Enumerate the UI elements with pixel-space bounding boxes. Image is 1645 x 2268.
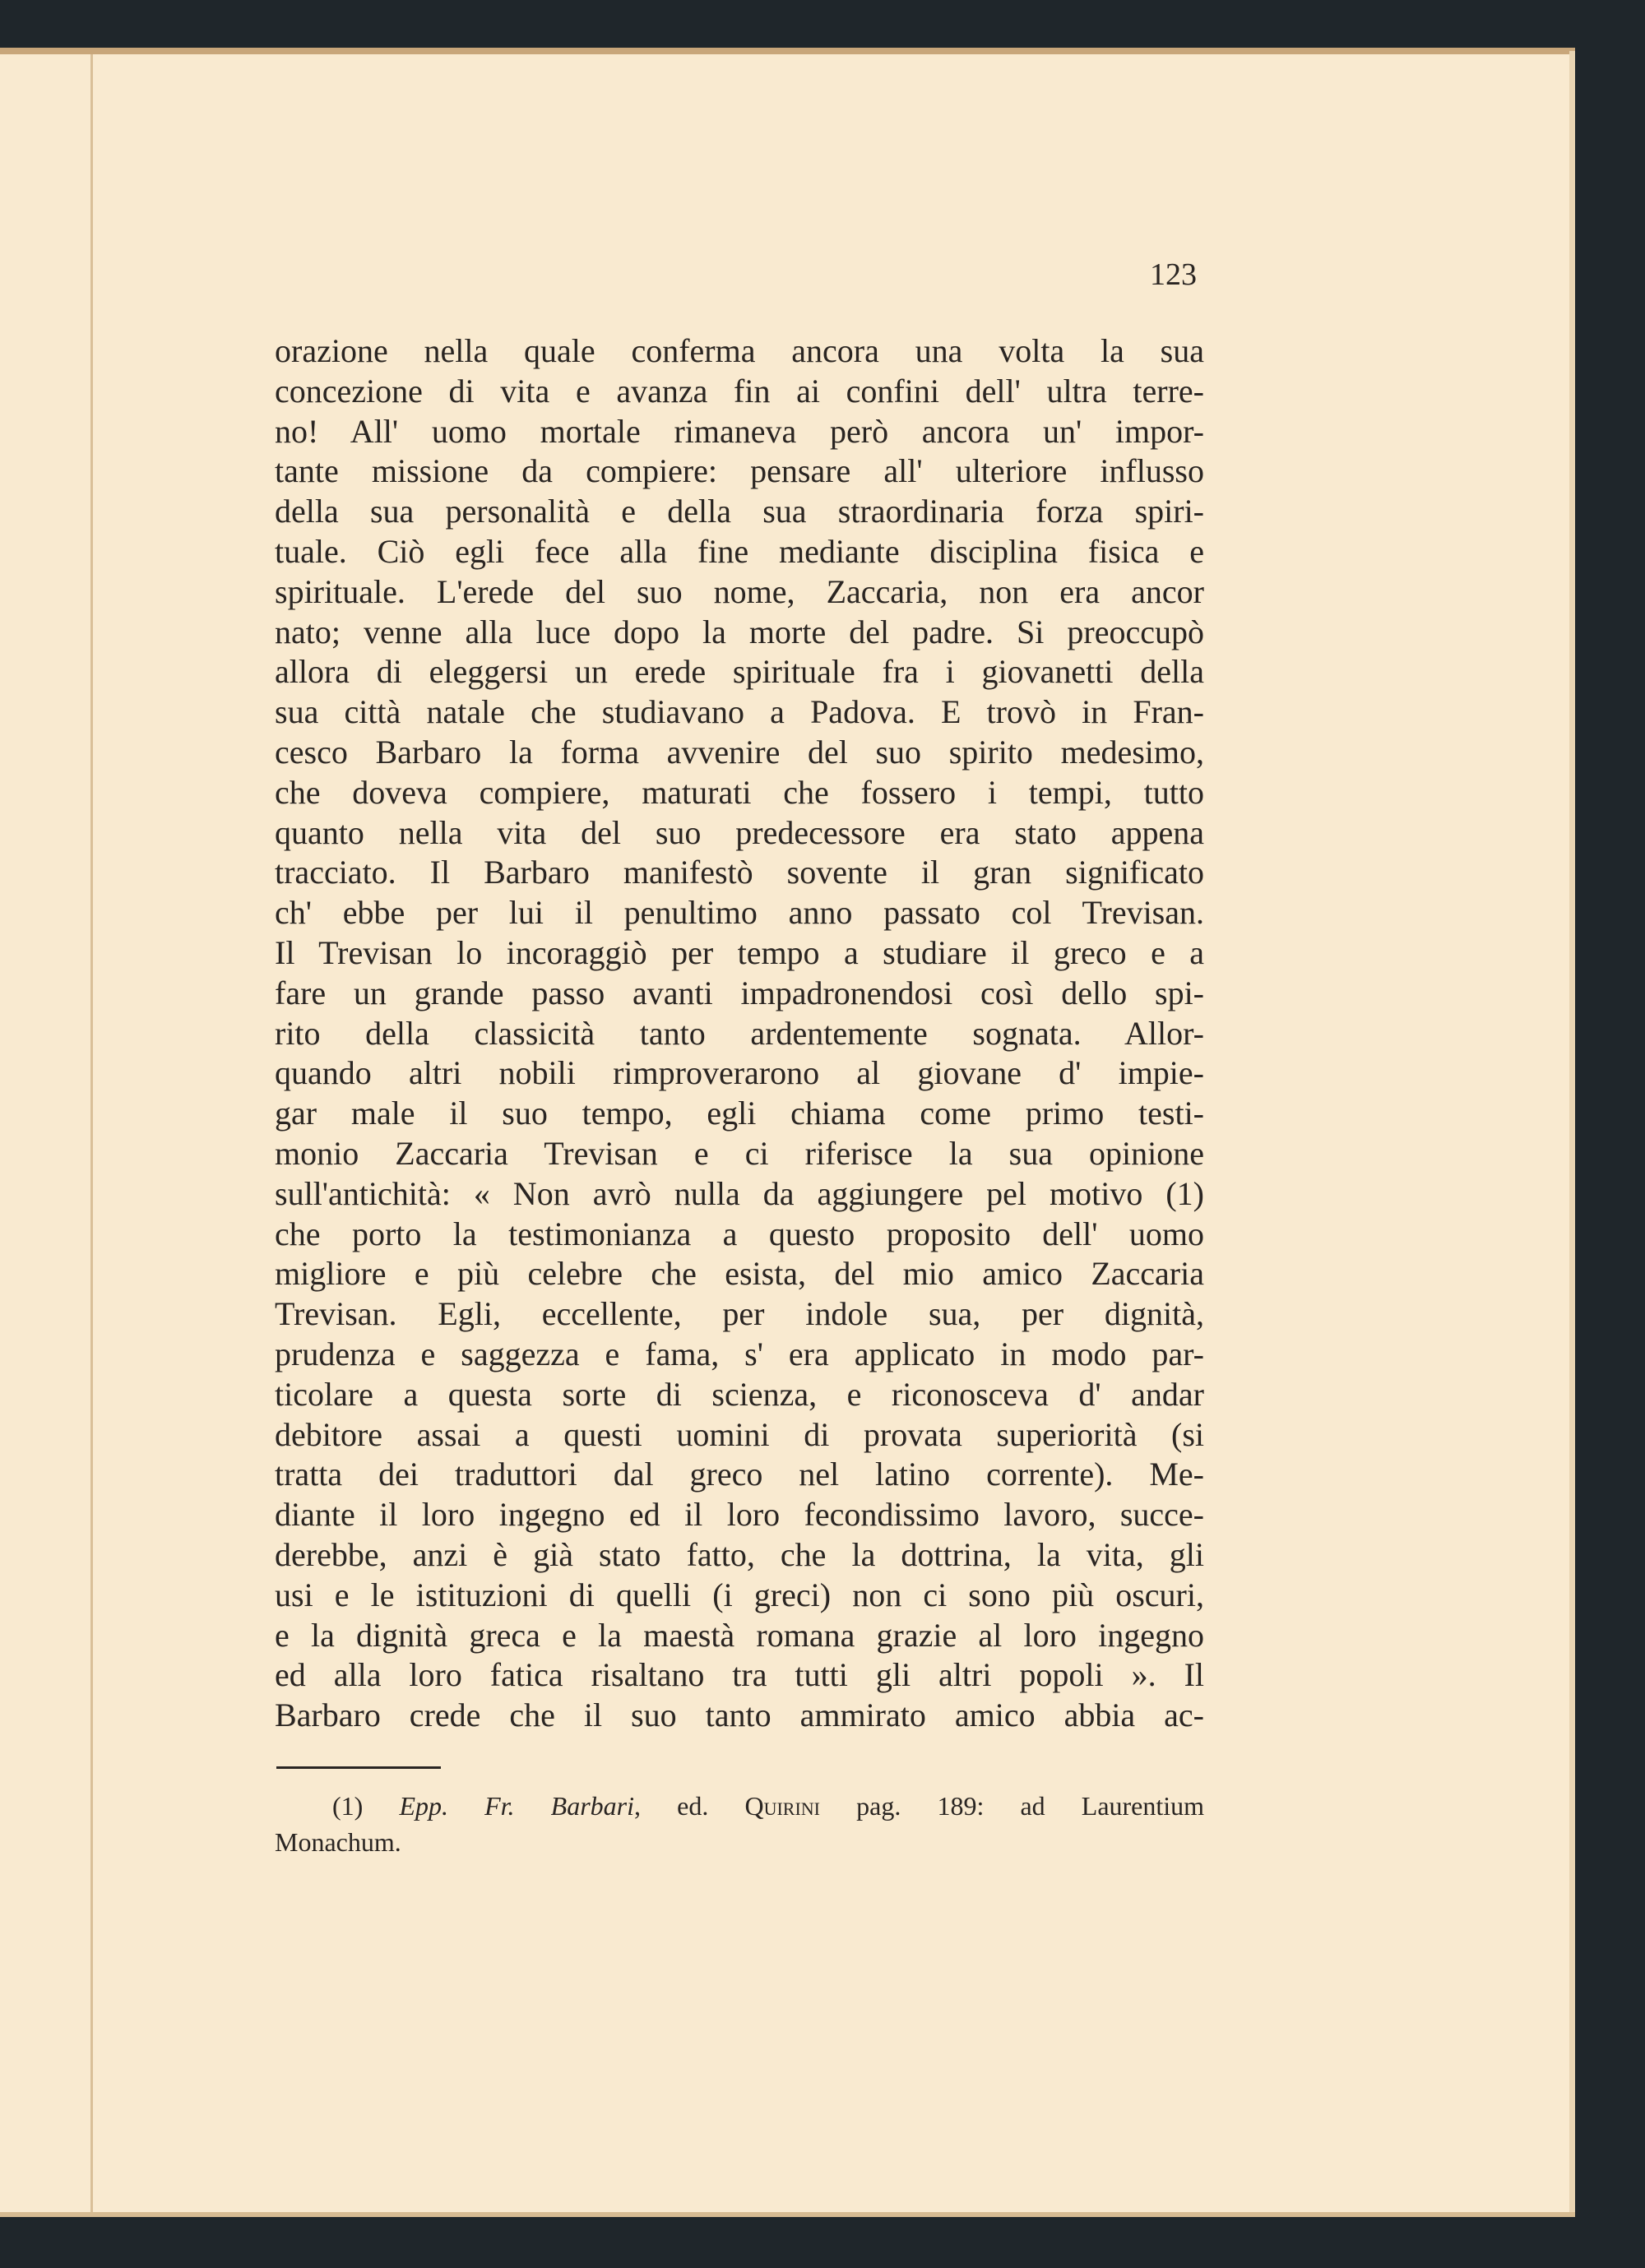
text-line: Barbaro crede che il suo tanto ammirato amico abbia ac- (275, 1696, 1204, 1734)
text-line: nato; venne alla luce dopo la morte del padre. Si preoccupò (275, 613, 1204, 650)
text-line: e la dignità greca e la maestà romana grazie al loro ingegno (275, 1616, 1204, 1654)
text-line: della sua personalità e della sua straordinaria forza spiri- (275, 493, 1204, 530)
text-line: monio Zaccaria Trevisan e ci riferisce la sua opinione (275, 1134, 1204, 1172)
footnote-ed: , ed. (634, 1791, 709, 1821)
text-line: no! All' uomo mortale rimaneva però ancora un' impor- (275, 412, 1204, 450)
page-number: 123 (1150, 257, 1197, 292)
footnote-marker: (1) (332, 1791, 364, 1821)
text-line: che doveva compiere, maturati che fossero i tempi, tutto (275, 773, 1204, 811)
footnote-separator (276, 1766, 441, 1769)
text-line: Il Trevisan lo incoraggiò per tempo a studiare il greco e a (275, 933, 1204, 971)
text-line: sua città natale che studiavano a Padova. E trovò in Fran- (275, 693, 1204, 731)
body-text (275, 331, 1204, 1736)
text-line: quando altri nobili rimproverarono al giovane d' impie- (275, 1054, 1204, 1092)
text-line: che porto la testimonianza a questo proposito dell' uomo (275, 1215, 1204, 1252)
text-line: migliore e più celebre che esista, del mio amico Zaccaria (275, 1255, 1204, 1293)
text-line: debitore assai a questi uomini di provata superiorità (si (275, 1415, 1204, 1453)
footnote-work: Epp. Fr. Barbari (399, 1791, 635, 1821)
text-line: spirituale. L'erede del suo nome, Zaccaria, non era ancor (275, 572, 1204, 610)
text-line: derebbe, anzi è già stato fatto, che la dottrina, la vita, gli (275, 1535, 1204, 1573)
footnote (275, 1788, 1204, 1860)
text-line: ticolare a questa sorte di scienza, e riconosceva d' andar (275, 1375, 1204, 1413)
footnote-editor: Quirini (744, 1791, 821, 1821)
text-line: tuale. Ciò egli fece alla fine mediante disciplina fisica e (275, 532, 1204, 570)
text-line: ed alla loro fatica risaltano tra tutti gli altri popoli ». Il (275, 1656, 1204, 1694)
text-line: quanto nella vita del suo predecessore era stato appena (275, 813, 1204, 851)
text-line: rito della classicità tanto ardentemente sognata. Allor- (275, 1014, 1204, 1052)
text-line: allora di eleggersi un erede spirituale fra i giovanetti della (275, 653, 1204, 691)
page-right-edge (1569, 51, 1575, 2215)
text-line: cesco Barbaro la forma avvenire del suo spirito medesimo, (275, 733, 1204, 771)
page-gutter-fold (90, 51, 93, 2215)
page-top-edge (0, 48, 1575, 54)
text-line: orazione nella quale conferma ancora una volta la sua (275, 332, 1204, 369)
text-line: concezione di vita e avanza fin ai confini dell' ultra terre- (275, 372, 1204, 410)
footnote-line-2: Monachum. (275, 1827, 401, 1857)
page-bottom-edge (0, 2212, 1575, 2217)
footnote-rest: pag. 189: ad Laurentium (856, 1791, 1205, 1821)
text-line: gar male il suo tempo, egli chiama come primo testi- (275, 1095, 1204, 1132)
text-line: ch' ebbe per lui il penultimo anno passato col Trevisan. (275, 894, 1204, 932)
text-line: prudenza e saggezza e fama, s' era applicato in modo par- (275, 1335, 1204, 1372)
text-line: usi e le istituzioni di quelli (i greci) non ci sono più oscuri, (275, 1576, 1204, 1613)
text-line: tratta dei traduttori dal greco nel latino corrente). Me- (275, 1456, 1204, 1493)
text-line: Trevisan. Egli, eccellente, per indole sua, per dignità, (275, 1295, 1204, 1333)
footnote-line-1 (275, 1788, 1204, 1824)
text-line: tracciato. Il Barbaro manifestò sovente il gran significato (275, 854, 1204, 891)
text-line: diante il loro ingegno ed il loro fecondissimo lavoro, succe- (275, 1496, 1204, 1534)
text-line: tante missione da compiere: pensare all' ulteriore influsso (275, 452, 1204, 490)
text-line: fare un grande passo avanti impadronendosi così dello spi- (275, 974, 1204, 1011)
text-line: sull'antichità: « Non avrò nulla da aggiungere pel motivo (1) (275, 1174, 1204, 1212)
